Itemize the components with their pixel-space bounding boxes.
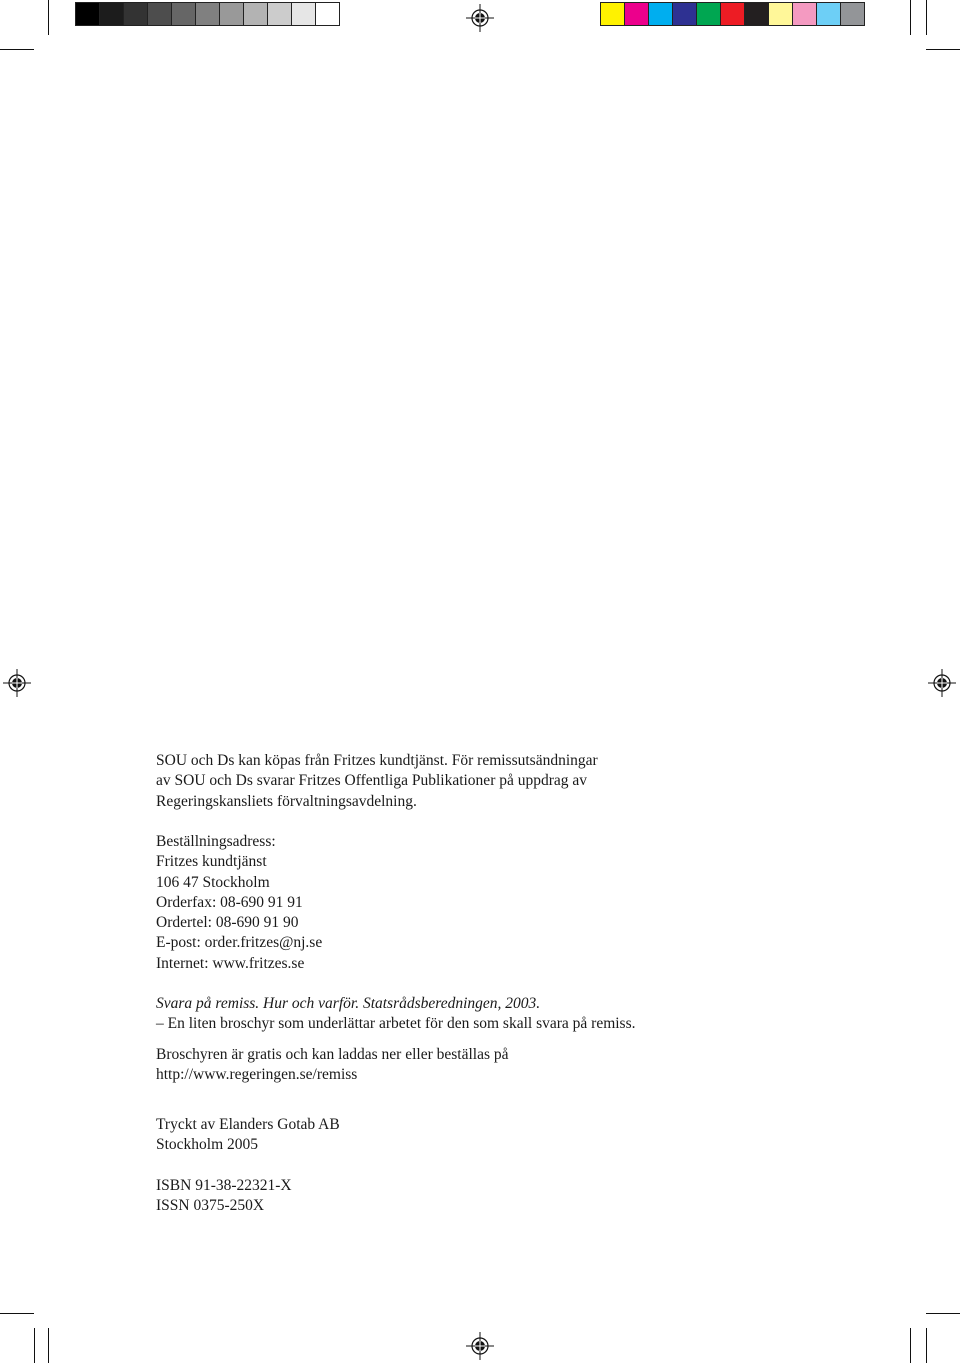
color-swatch xyxy=(744,2,769,26)
color-swatch xyxy=(672,2,697,26)
gray-swatch xyxy=(123,2,148,26)
intro-paragraph xyxy=(156,751,598,812)
crop-mark xyxy=(48,0,49,35)
gray-swatch xyxy=(75,2,100,26)
crop-mark xyxy=(34,1328,35,1363)
gray-swatch xyxy=(315,2,340,26)
registration-mark-icon xyxy=(466,4,494,32)
registration-mark-icon xyxy=(466,1332,494,1360)
printer-info xyxy=(156,1115,340,1156)
publication-subtitle: – En liten broschyr som underlättar arbetet för den som skall svara på remiss. xyxy=(156,1015,636,1033)
crop-mark xyxy=(0,1313,34,1314)
color-swatch xyxy=(720,2,745,26)
intro-line: Regeringskansliets förvaltningsavdelning. xyxy=(156,792,417,810)
gray-swatch xyxy=(291,2,316,26)
printer-location: Stockholm 2005 xyxy=(156,1136,259,1154)
grayscale-color-bar xyxy=(76,2,340,26)
color-swatch xyxy=(840,2,865,26)
download-info xyxy=(156,1045,509,1086)
color-swatch xyxy=(600,2,625,26)
color-swatch xyxy=(648,2,673,26)
order-company: Fritzes kundtjänst xyxy=(156,853,267,871)
color-swatch xyxy=(696,2,721,26)
gray-swatch xyxy=(195,2,220,26)
intro-line: av SOU och Ds svarar Fritzes Offentliga Publikationer på uppdrag av xyxy=(156,772,588,790)
crop-mark xyxy=(910,1328,911,1363)
crop-mark xyxy=(926,49,960,50)
color-swatch xyxy=(768,2,793,26)
gray-swatch xyxy=(243,2,268,26)
order-address-label: Beställningsadress: xyxy=(156,833,276,850)
color-swatch xyxy=(792,2,817,26)
color-swatch xyxy=(816,2,841,26)
order-fax: Orderfax: 08-690 91 91 xyxy=(156,893,303,911)
registration-mark-icon xyxy=(3,669,31,697)
crop-mark xyxy=(48,1328,49,1363)
isbn: ISBN 91-38-22321-X xyxy=(156,1177,292,1194)
crop-mark xyxy=(926,1313,960,1314)
publication-info xyxy=(156,994,636,1035)
crop-mark xyxy=(926,0,927,35)
order-info xyxy=(156,832,322,974)
download-url: http://www.regeringen.se/remiss xyxy=(156,1066,358,1084)
order-email: E-post: order.fritzes@nj.se xyxy=(156,934,323,952)
registration-mark-icon xyxy=(928,669,956,697)
process-color-bar xyxy=(601,2,865,26)
order-postal-address: 106 47 Stockholm xyxy=(156,873,270,891)
color-swatch xyxy=(624,2,649,26)
gray-swatch xyxy=(171,2,196,26)
gray-swatch xyxy=(99,2,124,26)
printer-name: Tryckt av Elanders Gotab AB xyxy=(156,1116,340,1133)
order-phone: Ordertel: 08-690 91 90 xyxy=(156,914,299,932)
crop-mark xyxy=(910,0,911,35)
order-website: Internet: www.fritzes.se xyxy=(156,954,305,972)
identifiers xyxy=(156,1176,292,1217)
intro-line: SOU och Ds kan köpas från Fritzes kundtjänst. För remissutsändningar xyxy=(156,752,598,769)
issn: ISSN 0375-250X xyxy=(156,1197,265,1215)
crop-mark xyxy=(0,49,34,50)
gray-swatch xyxy=(219,2,244,26)
download-text: Broschyren är gratis och kan laddas ner eller beställas på xyxy=(156,1046,509,1063)
gray-swatch xyxy=(267,2,292,26)
gray-swatch xyxy=(147,2,172,26)
publication-title: Svara på remiss. Hur och varför. Statsrådsberedningen, 2003. xyxy=(156,995,541,1012)
crop-mark xyxy=(926,1328,927,1363)
